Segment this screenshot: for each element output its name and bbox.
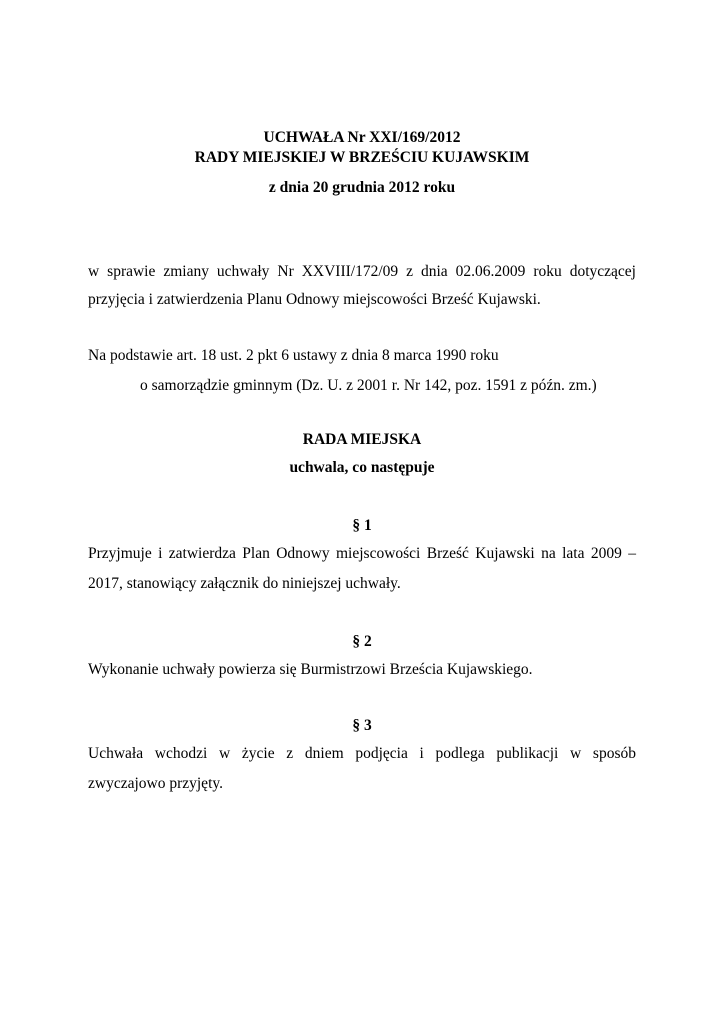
resolution-title: UCHWAŁA Nr XXI/169/2012	[263, 129, 461, 146]
subject-line-1: w sprawie zmiany uchwały Nr XXVIII/172/09 z dnia 02.06.2009 roku dotyczącej	[88, 263, 636, 280]
section-3-line-1: Uchwała wchodzi w życie z dniem podjęcia i podlega publikacji w sposób	[88, 745, 636, 762]
section-1-heading: § 1	[352, 517, 372, 534]
section-2-heading: § 2	[352, 633, 372, 650]
section-3-heading: § 3	[352, 717, 372, 734]
section-1-line-1: Przyjmuje i zatwierdza Plan Odnowy miejscowości Brześć Kujawski na lata 2009 –	[88, 545, 636, 562]
legal-basis-line-2: o samorządzie gminnym (Dz. U. z 2001 r. Nr 142, poz. 1591 z późn. zm.)	[140, 377, 597, 394]
section-1-line-2: 2017, stanowiący załącznik do niniejszej uchwały.	[88, 575, 401, 592]
subject-line-2: przyjęcia i zatwierdzenia Planu Odnowy miejscowości Brześć Kujawski.	[88, 291, 541, 308]
resolution-phrase: uchwala, co następuje	[289, 459, 435, 476]
resolution-issuer: RADY MIEJSKIEJ W BRZEŚCIU KUJAWSKIM	[194, 149, 530, 166]
council-name: RADA MIEJSKA	[302, 431, 422, 448]
section-2-line-1: Wykonanie uchwały powierza się Burmistrzowi Brześcia Kujawskiego.	[88, 661, 533, 678]
resolution-date: z dnia 20 grudnia 2012 roku	[268, 179, 456, 196]
section-3-line-2: zwyczajowo przyjęty.	[88, 775, 223, 792]
legal-basis-line-1: Na podstawie art. 18 ust. 2 pkt 6 ustawy z dnia 8 marca 1990 roku	[88, 347, 499, 364]
